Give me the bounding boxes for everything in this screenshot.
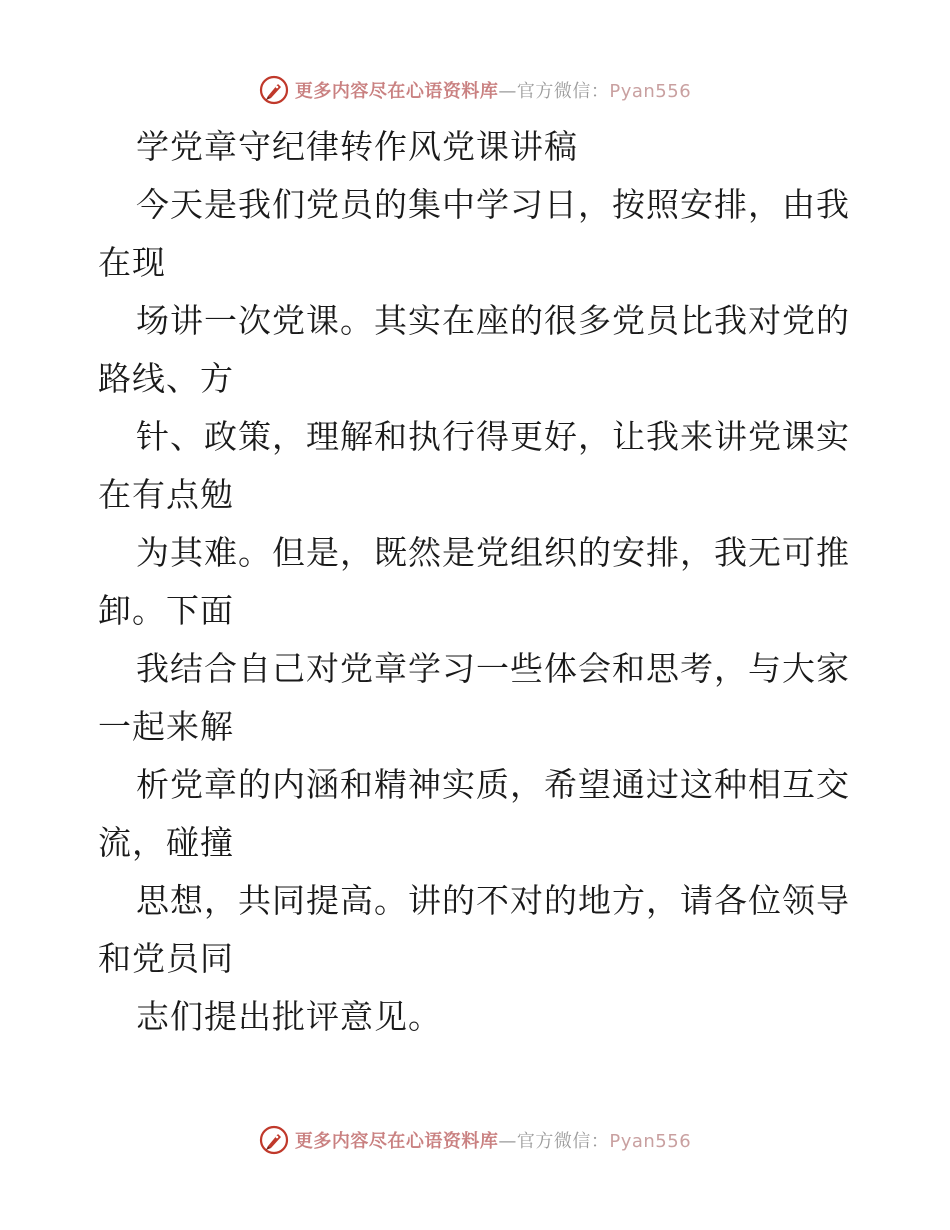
watermark-text xyxy=(295,1127,691,1153)
pen-nib-logo-icon xyxy=(259,1125,289,1155)
text-line: 思想，共同提高。讲的不对的地方，请各位领导 xyxy=(136,881,850,920)
text-line: 路线、方 xyxy=(98,359,234,398)
text-line: 一起来解 xyxy=(98,707,234,746)
footer-watermark xyxy=(0,1120,950,1160)
text-line: 析党章的内涵和精神实质，希望通过这种相互交 xyxy=(136,765,850,804)
text-line: 在现 xyxy=(98,243,166,282)
watermark-wechat-id: Pyan556 xyxy=(609,81,692,102)
text-line: 我结合自己对党章学习一些体会和思考，与大家 xyxy=(136,649,850,688)
document-body xyxy=(98,118,858,1046)
text-line: 流，碰撞 xyxy=(98,823,234,862)
text-line: 卸。下面 xyxy=(98,591,234,630)
document-title: 学党章守纪律转作风党课讲稿 xyxy=(136,127,578,166)
watermark-wechat-label: —官方微信： xyxy=(498,1131,610,1152)
watermark-brand: 更多内容尽在心语资料库 xyxy=(294,1131,499,1152)
pen-nib-logo-icon xyxy=(259,75,289,105)
watermark-brand: 更多内容尽在心语资料库 xyxy=(294,81,499,102)
text-line: 针、政策，理解和执行得更好，让我来讲党课实 xyxy=(136,417,850,456)
watermark-text xyxy=(295,77,691,103)
text-line: 在有点勉 xyxy=(98,475,234,514)
watermark-wechat-label: —官方微信： xyxy=(498,81,610,102)
watermark-wechat-id: Pyan556 xyxy=(609,1131,692,1152)
text-line: 和党员同 xyxy=(98,939,234,978)
text-line: 为其难。但是，既然是党组织的安排，我无可推 xyxy=(136,533,850,572)
text-line: 今天是我们党员的集中学习日，按照安排，由我 xyxy=(136,185,850,224)
text-line: 志们提出批评意见。 xyxy=(136,997,442,1036)
text-line: 场讲一次党课。其实在座的很多党员比我对党的 xyxy=(136,301,850,340)
header-watermark xyxy=(0,70,950,110)
